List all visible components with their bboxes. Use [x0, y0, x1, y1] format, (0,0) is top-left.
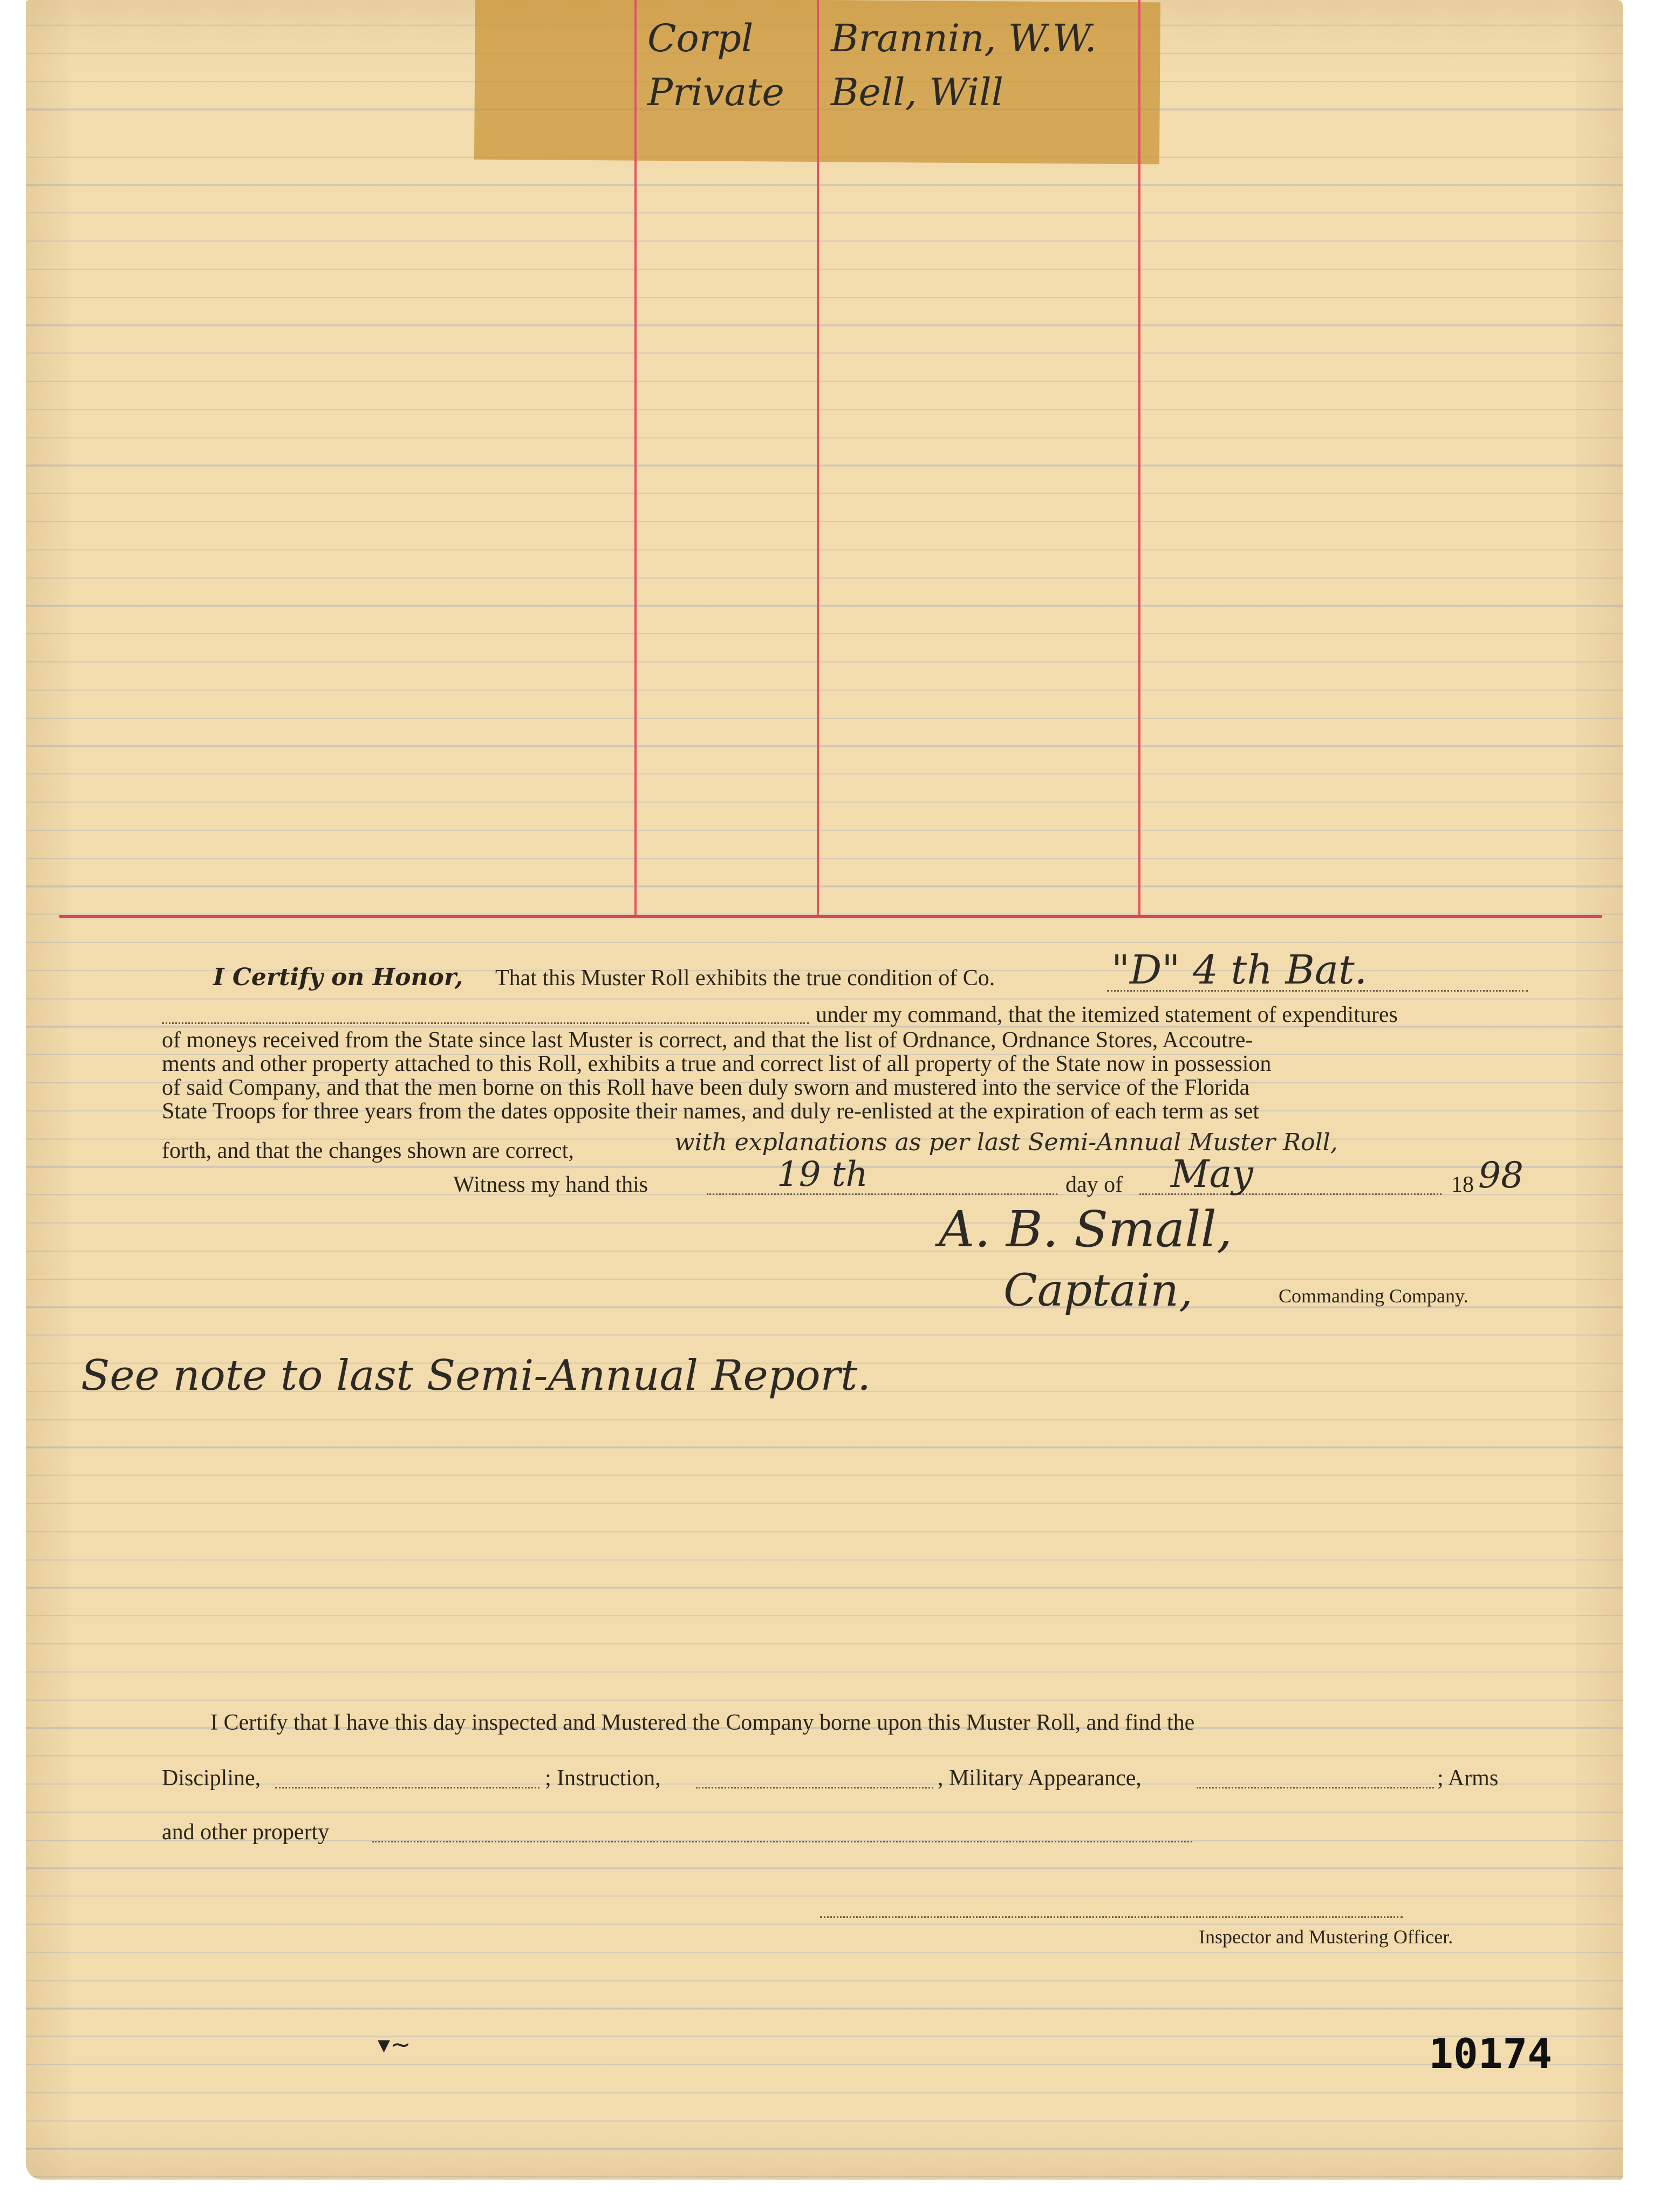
certify-line-1: That this Muster Roll exhibits the true condition of Co. — [495, 966, 995, 991]
certify-line-5: of said Company, and that the men borne on this Roll have been duly sworn and mustered into the service of the Florida — [162, 1075, 1250, 1100]
column-rule-2 — [817, 0, 819, 917]
other-property-blank — [372, 1841, 1192, 1842]
roll-rank-1: Corpl — [647, 16, 754, 60]
month-handwritten: May — [1171, 1152, 1253, 1196]
witness-label: Witness my hand this — [453, 1172, 648, 1197]
commanding-company-label: Commanding Company. — [1279, 1285, 1468, 1307]
inspector-signature-blank — [820, 1916, 1403, 1918]
certify-line-4: ments and other property attached to this Roll, exhibits a true and correct list of all property of the State now in possession — [162, 1052, 1272, 1076]
instruction-label: ; Instruction, — [545, 1766, 661, 1791]
note-handwritten: See note to last Semi-Annual Report. — [81, 1351, 871, 1400]
captain-rank-handwritten: Captain, — [1003, 1265, 1193, 1316]
discipline-blank — [275, 1787, 539, 1788]
roll-rank-2: Private — [647, 70, 784, 114]
inspector-label: Inspector and Mustering Officer. — [1199, 1926, 1453, 1948]
document-number: 10174 — [1429, 2030, 1552, 2078]
table-bottom-rule — [59, 915, 1602, 918]
certify-line-2: under my command, that the itemized statement of expenditures — [816, 1002, 1398, 1027]
arms-label: ; Arms — [1437, 1766, 1499, 1791]
certify-line-3: of moneys received from the State since last Muster is correct, and that the list of Ordnance, Ordnance Stores, Accoutre- — [162, 1028, 1253, 1053]
roll-name-2: Bell, Will — [831, 70, 1004, 114]
military-appearance-label: , Military Appearance, — [938, 1766, 1142, 1791]
certify-line-7: forth, and that the changes shown are correct, — [162, 1138, 574, 1163]
year-prefix: 18 — [1451, 1172, 1474, 1197]
captain-signature: A. B. Small, — [939, 1200, 1233, 1258]
day-handwritten: 19 th — [777, 1155, 868, 1194]
company-continuation-blank — [162, 1022, 809, 1024]
ink-mark: ▾~ — [378, 2030, 411, 2059]
discipline-label: Discipline, — [162, 1766, 261, 1791]
instruction-blank — [696, 1787, 933, 1788]
certify-line-6: State Troops for three years from the dates opposite their names, and duly re-enlisted at the expiration of each term as set — [162, 1099, 1260, 1124]
roll-name-1: Brannin, W.W. — [831, 16, 1097, 60]
addendum-handwritten: with explanations as per last Semi-Annual Muster Roll, — [674, 1129, 1338, 1156]
day-of-label: day of — [1065, 1172, 1123, 1197]
column-rule-1 — [634, 0, 637, 917]
military-appearance-blank — [1197, 1787, 1434, 1788]
certify-paragraph — [162, 1028, 1527, 1123]
inspection-line-1: I Certify that I have this day inspected and Mustered the Company borne upon this Muster Roll, and find the — [210, 1710, 1195, 1735]
year-handwritten: 98 — [1478, 1155, 1524, 1196]
company-handwritten: "D" 4 th Bat. — [1111, 947, 1368, 993]
column-rule-3 — [1138, 0, 1140, 917]
other-property-label: and other property — [162, 1820, 330, 1845]
certify-lead: I Certify on Honor, — [213, 964, 463, 991]
day-blank — [707, 1193, 1057, 1195]
